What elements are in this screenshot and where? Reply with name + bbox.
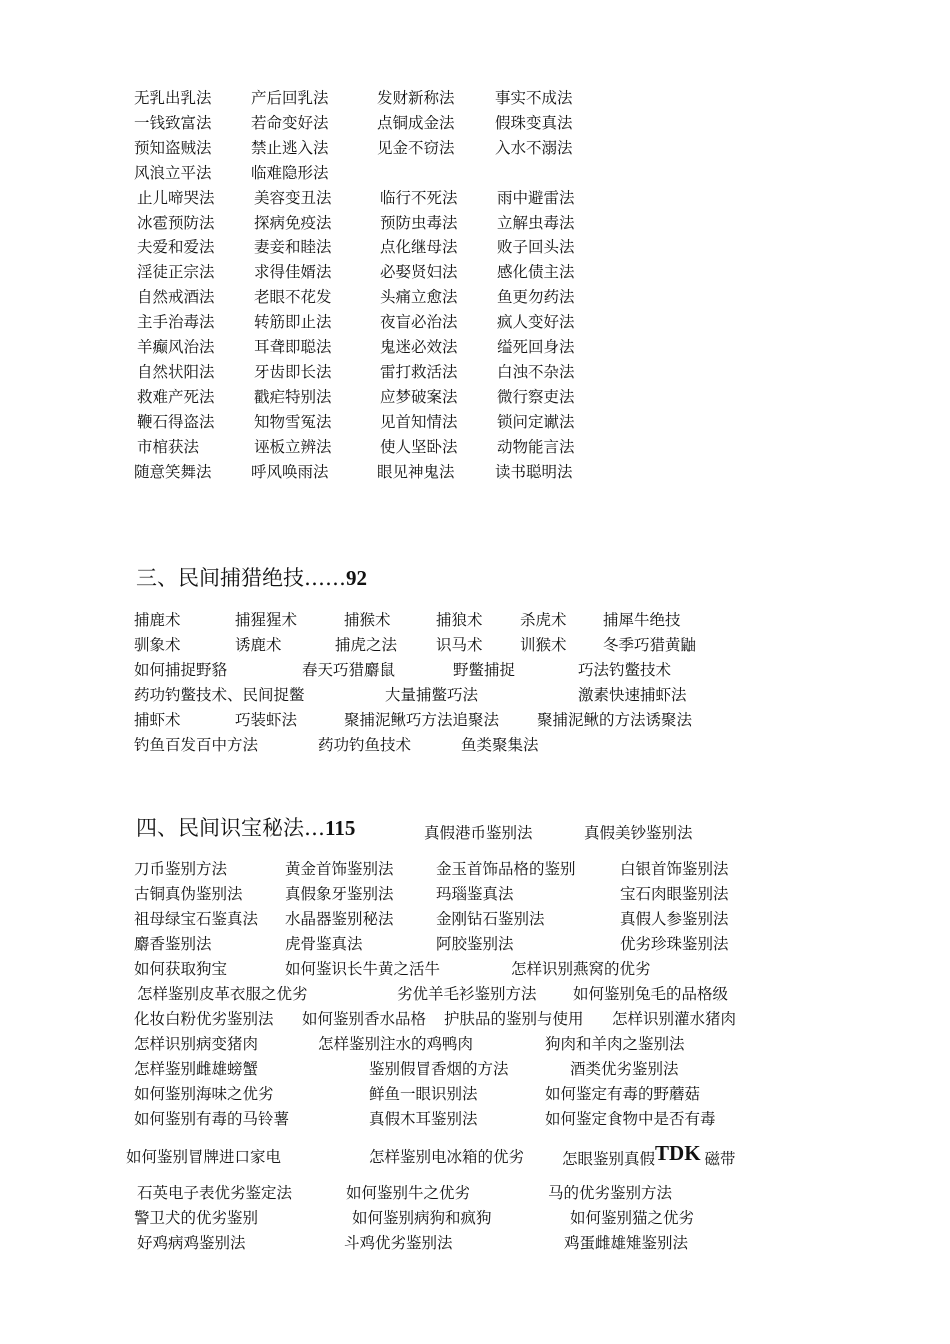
list-item: 如何获取狗宝 <box>134 960 228 978</box>
list-item: 好鸡病鸡鉴别法 <box>137 1234 246 1252</box>
list-item: 警卫犬的优劣鉴别 <box>134 1209 259 1227</box>
list-item: 若命变好法 <box>251 113 329 132</box>
list-item: 探病免疫法 <box>254 213 332 232</box>
list-item: 护肤品的鉴别与使用 <box>444 1010 584 1028</box>
list-item: 禁止逃入法 <box>251 138 329 157</box>
list-item: 耳聋即聪法 <box>254 338 332 356</box>
list-item: 捕虎之法 <box>335 636 398 654</box>
list-item: 一钱致富法 <box>134 113 212 132</box>
list-item: 如何鉴别牛之优劣 <box>346 1184 471 1202</box>
list-item: 动物能言法 <box>497 437 575 456</box>
list-item: 知物雪冤法 <box>254 412 332 431</box>
list-item-text: 怎眼鉴别真假 <box>562 1150 656 1168</box>
list-item: 诬板立辨法 <box>254 437 332 456</box>
list-item: 金刚钻石鉴别法 <box>436 910 545 928</box>
list-item: 感化债主法 <box>497 263 575 282</box>
list-item: 缢死回身法 <box>497 338 575 356</box>
list-item: 药功钓鳖技术、民间捉鳖 <box>134 686 305 704</box>
list-item: 麝香鉴别法 <box>134 935 212 953</box>
list-item: 驯象术 <box>134 636 181 654</box>
section-page-number: 92 <box>346 566 367 590</box>
list-item: 风浪立平法 <box>134 163 212 182</box>
list-item: 见金不窃法 <box>377 138 455 157</box>
list-item: 怎样鉴别皮革衣服之优劣 <box>137 985 308 1003</box>
list-item: 转筋即止法 <box>254 313 332 332</box>
list-item: 自然戒酒法 <box>137 288 215 307</box>
section-title: 三、民间捕猎绝技…… <box>136 566 346 590</box>
list-item: 冬季巧猎黄鼬 <box>603 636 697 654</box>
list-item: 聚捕泥鳅的方法诱聚法 <box>537 711 693 729</box>
list-item: 劣优羊毛衫鉴别方法 <box>397 985 537 1003</box>
list-item: 白银首饰鉴别法 <box>620 860 729 878</box>
list-item: 如何鉴别有毒的马铃薯 <box>134 1110 290 1128</box>
list-item: 如何鉴定食物中是否有毒 <box>545 1110 716 1128</box>
list-item: 如何鉴识长牛黄之活牛 <box>285 960 441 978</box>
list-item: 立解虫毒法 <box>497 213 575 232</box>
list-item: 夫爱和爱法 <box>137 238 215 257</box>
list-item: 应梦破案法 <box>380 387 458 406</box>
list-item: 止儿啼哭法 <box>137 188 215 207</box>
list-item: 优劣珍珠鉴别法 <box>620 935 729 953</box>
list-item: 捕鹿术 <box>134 611 181 629</box>
list-item: 诱鹿术 <box>235 636 282 654</box>
section-heading-hunting <box>136 564 367 592</box>
list-item: 市棺获法 <box>137 437 200 456</box>
list-item: 牙齿即长法 <box>254 362 332 381</box>
list-item: 真假象牙鉴别法 <box>285 885 394 903</box>
list-item: 鱼类聚集法 <box>461 736 539 754</box>
list-item: 败子回头法 <box>497 238 575 257</box>
list-item: 怎样鉴别雌雄螃蟹 <box>134 1060 259 1078</box>
list-item: 酒类优劣鉴别法 <box>570 1060 679 1078</box>
list-item: 金玉首饰品格的鉴别 <box>436 860 576 878</box>
section-heading-treasure <box>136 814 355 842</box>
list-item-text: 磁带 <box>704 1150 736 1168</box>
list-item: 如何鉴别冒牌进口家电 <box>126 1148 282 1166</box>
list-item: 临行不死法 <box>380 188 458 207</box>
list-item: 鞭石得盗法 <box>137 412 215 431</box>
list-item: 阿胶鉴别法 <box>436 935 514 953</box>
list-item: 疯人变好法 <box>497 313 575 332</box>
section-page-number: 115 <box>325 816 356 840</box>
list-item: 美容变丑法 <box>254 188 332 207</box>
list-item: 见首知情法 <box>380 412 458 431</box>
list-item: 发财新称法 <box>377 89 455 107</box>
list-item: 怎样识别燕窝的优劣 <box>511 960 651 978</box>
list-item: 狗肉和羊肉之鉴别法 <box>545 1035 685 1053</box>
list-item: 巧装虾法 <box>235 711 298 729</box>
list-item: 虎骨鉴真法 <box>285 935 363 953</box>
list-item: 大量捕鳖巧法 <box>385 686 479 704</box>
list-item: 祖母绿宝石鉴真法 <box>134 910 259 928</box>
list-item: 临难隐形法 <box>251 163 329 182</box>
list-item: 捕猴术 <box>344 611 391 629</box>
tdk-label: TDK <box>655 1141 701 1165</box>
list-item: 如何鉴别猫之优劣 <box>570 1209 695 1227</box>
list-item: 白浊不杂法 <box>497 362 575 381</box>
list-item: 古铜真伪鉴别法 <box>134 885 243 903</box>
list-item: 如何捕捉野貉 <box>134 661 228 679</box>
list-item: 水晶器鉴别秘法 <box>285 910 394 928</box>
list-item: 真假美钞鉴别法 <box>584 824 693 842</box>
list-item: 救难产死法 <box>137 387 215 406</box>
list-item: 产后回乳法 <box>251 89 329 107</box>
list-item: 黄金首饰鉴别法 <box>285 860 394 878</box>
list-item: 训猴术 <box>520 636 567 654</box>
list-item: 鬼迷必效法 <box>380 338 458 356</box>
list-item: 怎样识别病变猪肉 <box>134 1035 259 1053</box>
list-item: 呼风唤雨法 <box>251 462 329 481</box>
list-item: 自然状阳法 <box>137 362 215 381</box>
list-item: 戳疟特别法 <box>254 387 332 406</box>
list-item: 使人坚卧法 <box>380 437 458 456</box>
list-item: 淫徒正宗法 <box>137 263 215 282</box>
list-item: 化妆白粉优劣鉴别法 <box>134 1010 274 1028</box>
list-item: 杀虎术 <box>520 611 567 629</box>
list-item: 随意笑舞法 <box>134 462 212 481</box>
list-item: 刀币鉴别方法 <box>134 860 228 878</box>
list-item: 药功钓鱼技术 <box>318 736 412 754</box>
list-item: 怎样鉴别电冰箱的优劣 <box>369 1148 525 1166</box>
list-item: 微行察吏法 <box>497 387 575 406</box>
list-item: 必娶贤妇法 <box>380 263 458 282</box>
list-item: 锁问定谳法 <box>497 412 575 431</box>
list-item: 春天巧猎麝鼠 <box>302 661 396 679</box>
list-item: 怎样鉴别注水的鸡鸭肉 <box>318 1035 474 1053</box>
list-item: 如何鉴定有毒的野蘑菇 <box>545 1085 701 1103</box>
list-item: 识马术 <box>436 636 483 654</box>
list-item: 假珠变真法 <box>495 113 573 132</box>
list-item: 雷打救活法 <box>380 362 458 381</box>
list-item: 如何鉴别海味之优劣 <box>134 1085 274 1103</box>
section-title: 四、民间识宝秘法… <box>136 816 325 840</box>
list-item: 宝石肉眼鉴别法 <box>620 885 729 903</box>
list-item: 真假木耳鉴别法 <box>369 1110 478 1128</box>
list-item: 事实不成法 <box>495 89 573 107</box>
list-item: 鱼更勿药法 <box>497 288 575 307</box>
list-item: 玛瑙鉴真法 <box>436 885 514 903</box>
list-item: 读书聪明法 <box>495 462 573 481</box>
list-item: 捕猩猩术 <box>235 611 298 629</box>
list-item: 怎样识别灌水猪肉 <box>612 1010 737 1028</box>
list-item: 鸡蛋雌雄雉鉴别法 <box>564 1234 689 1252</box>
list-item: 眼见神鬼法 <box>377 462 455 481</box>
list-item: 真假港币鉴别法 <box>424 824 533 842</box>
list-item: 捕虾术 <box>134 711 181 729</box>
list-item: 钓鱼百发百中方法 <box>134 736 259 754</box>
list-item: 头痛立愈法 <box>380 288 458 307</box>
list-item: 鲜鱼一眼识别法 <box>369 1085 478 1103</box>
list-item: 冰雹预防法 <box>137 213 215 232</box>
list-item <box>562 1141 736 1171</box>
list-item: 如何鉴别兔毛的品格级 <box>573 985 729 1003</box>
list-item: 点铜成金法 <box>377 113 455 132</box>
list-item: 点化继母法 <box>380 238 458 257</box>
list-item: 马的优劣鉴别方法 <box>548 1184 673 1202</box>
list-item: 野鳖捕捉 <box>453 661 516 679</box>
list-item: 聚捕泥鳅巧方法追聚法 <box>344 711 500 729</box>
list-item: 入水不溺法 <box>495 138 573 157</box>
list-item: 斗鸡优劣鉴别法 <box>344 1234 453 1252</box>
list-item: 无乳出乳法 <box>134 89 212 107</box>
list-item: 老眼不花发 <box>254 288 332 307</box>
list-item: 如何鉴别病狗和疯狗 <box>352 1209 492 1227</box>
list-item: 预防虫毒法 <box>380 213 458 232</box>
list-item: 激素快速捕虾法 <box>578 686 687 704</box>
list-item: 捕犀牛绝技 <box>603 611 681 629</box>
list-item: 主手治毒法 <box>137 313 215 332</box>
list-item: 石英电子表优劣鉴定法 <box>137 1184 293 1202</box>
list-item: 真假人参鉴别法 <box>620 910 729 928</box>
list-item: 求得佳婿法 <box>254 263 332 282</box>
list-item: 雨中避雷法 <box>497 188 575 207</box>
list-item: 预知盗贼法 <box>134 138 212 157</box>
list-item: 夜盲必治法 <box>380 313 458 332</box>
list-item: 巧法钓鳖技术 <box>578 661 672 679</box>
list-item: 羊癫风治法 <box>137 338 215 356</box>
list-item: 如何鉴别香水品格 <box>302 1010 427 1028</box>
list-item: 鉴别假冒香烟的方法 <box>369 1060 509 1078</box>
list-item: 捕狼术 <box>436 611 483 629</box>
list-item: 妻妾和睦法 <box>254 238 332 257</box>
